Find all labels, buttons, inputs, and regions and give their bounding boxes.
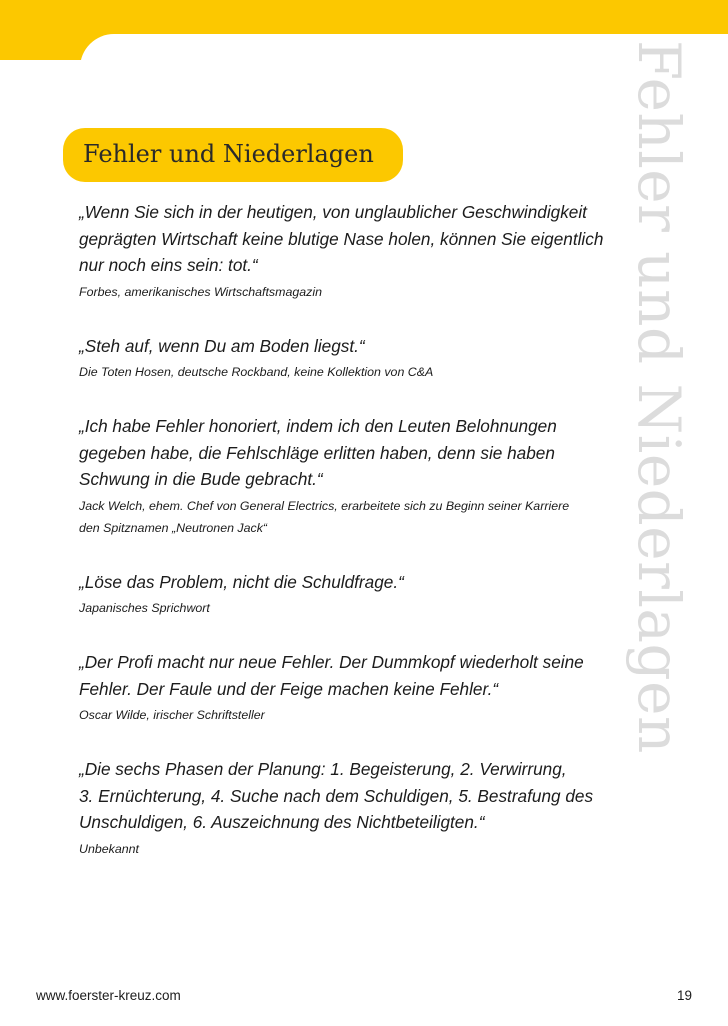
quote-item <box>79 333 644 384</box>
quote-source: Die Toten Hosen, deutsche Rockband, keine Kollektion von C&A <box>79 365 434 379</box>
quote-source: Jack Welch, ehem. Chef von General Electrics, erarbeitete sich zu Beginn seiner Karriere den Spitznamen „Neutronen Jack“ <box>79 498 570 535</box>
vertical-side-title: Fehler und Niederlagen <box>625 40 693 754</box>
quote-source: Japanisches Sprichwort <box>79 601 210 615</box>
quote-item <box>79 413 644 539</box>
section-title: Fehler und Niederlagen <box>83 140 374 168</box>
quote-list <box>79 199 644 890</box>
quote-text: „Steh auf, wenn Du am Boden liegst.“ <box>79 335 365 356</box>
quote-item <box>79 569 644 620</box>
quote-text: „Wenn Sie sich in der heutigen, von unglaublicher Geschwindigkeit geprägten Wirtschaft keine blutige Nase holen, können Sie eigentlich nur noch eins sein: tot.“ <box>79 202 604 275</box>
page-number: 19 <box>676 988 692 1003</box>
quote-text: „Der Profi macht nur neue Fehler. Der Dummkopf wiederholt seine Fehler. Der Faule und der Feige machen keine Fehler.“ <box>79 652 584 699</box>
quote-item <box>79 649 644 726</box>
quote-item <box>79 756 644 860</box>
section-title-badge <box>63 128 403 182</box>
quote-source: Forbes, amerikanisches Wirtschaftsmagazin <box>79 284 322 299</box>
quote-text: „Löse das Problem, nicht die Schuldfrage.“ <box>79 571 404 592</box>
quote-source: Unbekannt <box>79 841 139 856</box>
quote-item <box>79 199 644 303</box>
quote-source: Oscar Wilde, irischer Schriftsteller <box>79 708 265 722</box>
footer-website-link[interactable]: www.foerster-kreuz.com <box>36 988 181 1003</box>
quote-text: „Die sechs Phasen der Planung: 1. Begeisterung, 2. Verwirrung, 3. Ernüchterung, 4. Suche nach dem Schuldigen, 5. Bestrafung des Unschuldigen, 6. Auszeichnung des Nichtbeteiligten.“ <box>79 759 594 832</box>
quote-text: „Ich habe Fehler honoriert, indem ich den Leuten Belohnungen gegeben habe, die Fehlschläge erlitten haben, denn sie haben Schwung in die Bude gebracht.“ <box>79 416 557 489</box>
